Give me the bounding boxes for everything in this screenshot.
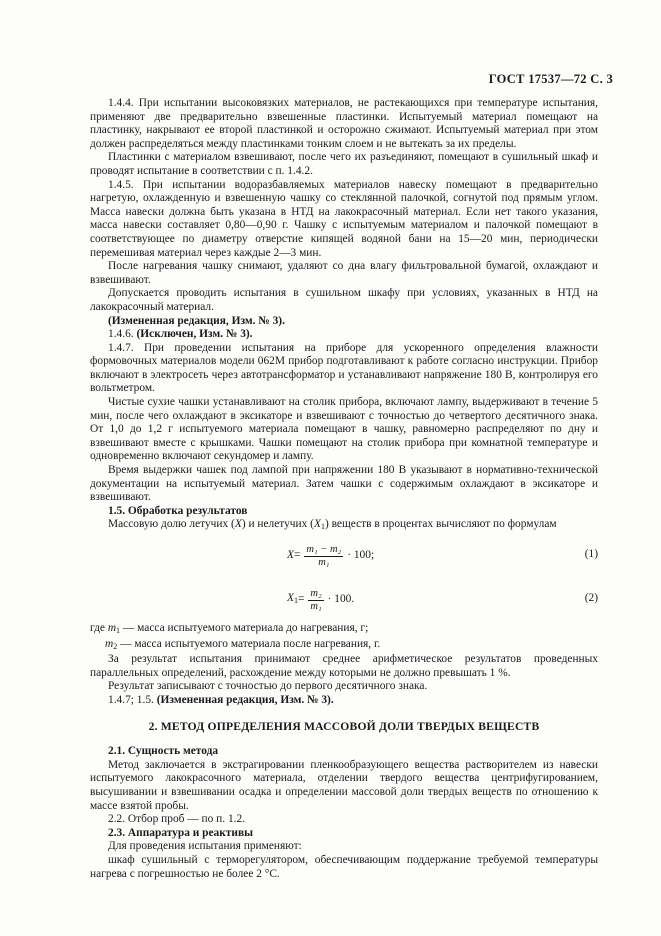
paragraph-equipment-intro: Для проведения испытания применяют: xyxy=(108,840,302,853)
section-2-title: 2. МЕТОД ОПРЕДЕЛЕНИЯ МАССОВОЙ ДОЛИ ТВЕРДЫХ ВЕЩЕСТВ xyxy=(148,719,540,733)
paragraph-1-4-7: 1.4.7. При проведении испытания на приборе для ускоренного определения влажности формовочных материалов модели 062М прибор подготавливают к работе согласно инструкции. Прибор включают в электросеть через автотрансформатор и устанавливают напряжение 180 В, контролируя его вольтметром. xyxy=(90,341,598,395)
section-2-3-heading: 2.3. Аппаратура и реактивы xyxy=(108,826,253,839)
formula-1-fraction: $\frac{\text{m₁ − m₂}}{\text{m₁}}$ xyxy=(306,543,342,568)
section-1-5-heading: 1.5. Обработка результатов xyxy=(108,504,248,517)
paragraph-formula-intro: Массовую долю летучих (X) и нелетучих $(X_1)$ веществ в процентах вычисляют по формулам xyxy=(108,518,557,532)
paragraph-drying-cabinet: шкаф сушильный с терморегулятором, обеспечивающим поддержание требуемой температуры нагрева с погрешностью не более 2 °С. xyxy=(90,853,598,880)
paragraph-allowed: Допускается проводить испытания в сушильном шкафу при условиях, указанных в НТД на лакокрасочный материал. xyxy=(90,287,598,313)
page-header: ГОСТ 17537—72 С. 3 xyxy=(488,72,613,86)
paragraph-1-4-5: 1.4.5. При испытании водоразбавляемых материалов навеску помещают в предварительно нагретую, охлажденную и взвешенную чашку со стеклянной палочкой, согнутой под прямым углом. Масса навески должна быть указана в НТД на лакокрасочный материал. Если нет такого указания, масса навески составляет 0,80—0,90 г. Чашку с испытуемым материалом и палочкой помещают в соответствующее по диаметру отверстие кипящей водяной бани на 15—20 мин, периодически перемешивая материал через каждые 2—3 мин. xyxy=(90,178,598,259)
formula-2: $X_1$ = $\frac{\text{m₂}}{\text{m₁}}$ · 100. (2) xyxy=(287,587,598,612)
paragraph-plates: Пластинки с материалом взвешивают, после чего их разъединяют, помещают в сушильный шкаф и проводят испытание в соответствии с п. 1.4.2. xyxy=(90,151,598,177)
formula-2-fraction: $\frac{\text{m₂}}{\text{m₁}}$ xyxy=(310,587,322,612)
formula-1-number: (1) xyxy=(584,548,598,560)
paragraph-after-heating: После нагревания чашку снимают, удаляют со дна влагу фильтровальной бумагой, охлаждают и взвешивают. xyxy=(90,260,598,286)
amendment-note: (Измененная редакция, Изм. № 3). xyxy=(108,314,285,327)
paragraph-1-4-4: 1.4.4. При испытании высоковязких материалов, не растекающихся при температуре испытания, применяют две предварительно взвешенные пластинки. Испытуемый материал помещают на пластинку, накрывают ее второй пластинкой и осторожно сжимают. Испытуемый материал при этом должен распределяться между пластинками тонким слоем и не вытекать за их пределы. xyxy=(90,97,598,150)
paragraph-amendment-1-5: 1.4.7; 1.5. (Измененная редакция, Изм. № 3). xyxy=(108,693,334,706)
variable-m1-definition: где $m_1$ — масса испытуемого материала до нагревания, г; xyxy=(90,622,369,635)
paragraph-1-4-6 xyxy=(90,328,598,342)
paragraph-result: За результат испытания принимают среднее арифметическое результатов проведенных параллельных определений, расхождение между которыми не должно превышать 1 %. xyxy=(90,653,598,679)
formula-2-lhs: $X_1$ xyxy=(287,592,298,606)
paragraph-method: Метод заключается в экстрагировании пленкообразующего вещества растворителем из навески испытуемого лакокрасочного материала, отделении твердого вещества центрифугированием, высушивании и взвешивании осадка и определении массовой доли твердых веществ по отношению к массе взятой пробы. xyxy=(90,758,598,812)
paragraph-precision: Результат записывают с точностью до первого десятичного знака. xyxy=(108,680,428,693)
paragraph-exposure-time: Время выдержки чашек под лампой при напряжении 180 В указывают в нормативно-технической документации на испытуемый материал. Затем чашки с содержимым охлаждают в эксикаторе и взвешивают. xyxy=(90,464,598,504)
formula-1-lhs: X xyxy=(287,549,294,562)
variable-m2-definition: $m_2$ — масса испытуемого материала после нагревания, г. xyxy=(105,637,381,651)
document-body xyxy=(90,97,598,881)
formula-2-number: (2) xyxy=(584,592,598,604)
section-2-1-heading: 2.1. Сущность метода xyxy=(108,745,219,758)
formula-1: X = $\frac{\text{m₁ − m₂}}{\text{m₁}}$ · 100; (1) xyxy=(287,543,598,568)
clause-number: 1.4.6. xyxy=(108,328,134,341)
excluded-note: (Исключен, Изм. № 3). xyxy=(136,328,253,341)
paragraph-sampling: 2.2. Отбор проб — по п. 1.2. xyxy=(108,813,246,826)
paragraph-cups: Чистые сухие чашки устанавливают на столик прибора, включают лампу, выдерживают в течение 5 мин, после чего охлаждают в эксикаторе и взвешивают с точностью до четвертого десятичного знака. От 1,0 до 1,2 г испытуемого материала помещают в чашку, равномерно распределяют по дну и взвешивают вместе с крышками. Чашки помещают на столик прибора при комнатной температуре и одновременно включают секундомер и лампу. xyxy=(90,396,598,463)
